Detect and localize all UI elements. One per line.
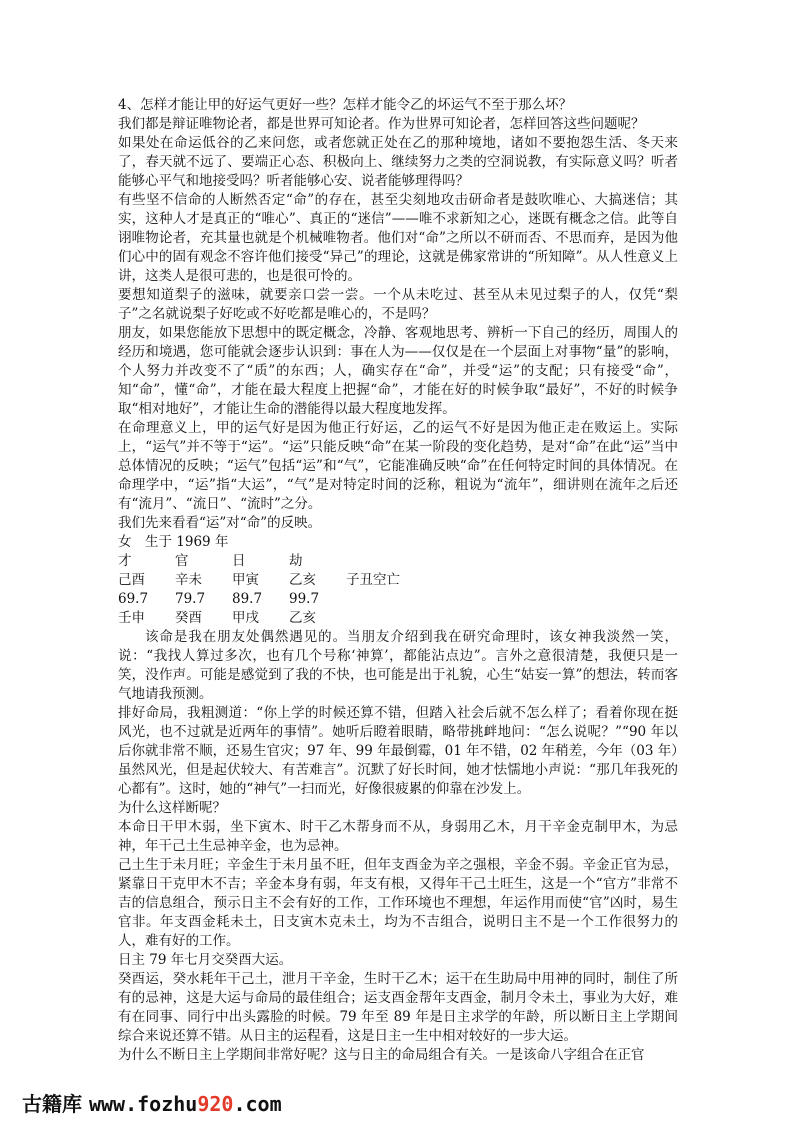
paragraph: 我们都是辩证唯物论者，都是世界可知论者。作为世界可知论者，怎样回答这些问题呢？	[118, 116, 645, 132]
chart-cell: 89.7	[232, 591, 263, 607]
paragraph: 该命是我在朋友处偶然遇见的。当朋友介绍到我在研究命理时，该女神我淡然一笑，说：“我找人算过多次，也有几个号称‘神算’，都能沾点边”。言外之意很清楚，我便只是一笑，没作声。可能是感觉到了我的不快，也可能是出于礼貌，心生“姑妄一算”的想法，转而客气地请我预测。	[118, 629, 678, 702]
paragraph: 在命理意义上，甲的运气好是因为他正行好运，乙的运气不好是因为他正走在败运上。实际上，“运气”并不等于“运”。“运”只能反映“命”在某一阶段的变化趋势，是对“命”在此“运”当中总体情况的反映；“运气”包括“运”和“气”，它能准确反映“命”在任何特定时间的具体情况。在命理学中，“运”指“大运”，“气”是对特定时间的泛称，粗说为“流年”，细讲则在流年之后还有“流月”、“流日”、“流时”之分。	[118, 420, 678, 512]
chart-cell: 官	[175, 553, 189, 569]
question-heading: 4、怎样才能让甲的好运气更好一些？怎样才能令乙的坏运气不至于那么坏？	[118, 97, 573, 113]
chart-cell: 甲戌	[232, 610, 259, 626]
paragraph: 日主 79 年七月交癸酉大运。	[118, 952, 293, 968]
paragraph: 如果处在命运低谷的乙来问您，或者您就正处在乙的那种境地，诸如不要抱怨生活、冬天来了，春天就不远了、要端正心态、积极向上、继续努力之类的空洞说教，有实际意义吗？听者能够心平气和地接受吗？听者能够心安、说者能够理得吗？	[118, 135, 678, 189]
chart-cell: 子丑空亡	[346, 572, 400, 588]
chart-cell: 乙亥	[289, 610, 316, 626]
chart-cell: 辛未	[175, 572, 202, 588]
paragraph: 己土生于未月旺；辛金生于未月虽不旺，但年支酉金为辛之强根，辛金不弱。辛金正官为忌，紧靠日干克甲木不吉；辛金本身有弱，年支有根，又得年干己土旺生，这是一个“官方”非常不吉的信息组合，预示日主不会有好的工作，工作环境也不理想，年运作用而使“官”凶时，易生官非。年支酉金耗未土，日支寅木克未土，均为不吉组合，说明日主不是一个工作很努力的人，难有好的工作。	[118, 857, 678, 949]
chart-header: 女 生于 1969 年	[118, 534, 229, 550]
birth-chart	[118, 533, 678, 628]
paragraph: 要想知道梨子的滋味，就要亲口尝一尝。一个从未吃过、甚至从未见过梨子的人，仅凭“梨子”之名就说梨子好吃或不好吃都是唯心的，不是吗？	[118, 287, 678, 322]
site-brand: 古籍库	[22, 1092, 82, 1116]
chart-cell: 99.7	[289, 591, 320, 607]
chart-pillars-row	[118, 571, 678, 590]
chart-cell: 甲寅	[232, 572, 259, 588]
chart-cell: 69.7	[118, 591, 149, 607]
chart-cell: 己酉	[118, 572, 145, 588]
chart-ages-row	[118, 590, 678, 609]
site-url-suffix: .com	[233, 1092, 282, 1116]
paragraph: 朋友，如果您能放下思想中的既定概念，冷静、客观地思考、辨析一下自己的经历，周围人的经历和境遇，您可能就会逐步认识到：事在人为——仅仅是在一个层面上对事物“量”的影响，个人努力并改变不了“质”的东西；人，确实存在“命”，并受“运”的支配；只有接受“命”，知“命”，懂“命”，才能在最大程度上把握“命”，才能在好的时候争取“最好”，不好的时候争取“相对地好”，才能让生命的潜能得以最大程度地发挥。	[118, 325, 678, 417]
paragraph: 我们先来看看“运”对“命”的反映。	[118, 515, 322, 531]
site-url	[89, 1092, 282, 1116]
paragraph: 排好命局，我粗测道：“你上学的时候还算不错，但踏入社会后就不怎么样了；看着你现在挺风光，也不过就是近两年的事情”。她听后瞪着眼睛，略带挑衅地问：“怎么说呢？”“90 年以后你就非常不顺，还易生官灾；97 年、99 年最倒霉，01 年不错，02 年稍差，今年（03 年）虽然风光，但是起伏较大、有苦难言”。沉默了好长时间，她才怯懦地小声说：“那几年我死的心都有”。这时，她的“神气”一扫而光，好像很疲累的仰靠在沙发上。	[118, 705, 678, 797]
paragraph: 癸酉运，癸水耗年干己土，泄月干辛金，生时干乙木；运干在生助局中用神的同时，制住了所有的忌神，这是大运与命局的最佳组合；运支酉金帮年支酉金，制月令未土，事业为大好，难有在同事、同行中出头露脸的时候。79 年至 89 年是日主求学的年龄，所以断日主上学期间综合来说还算不错。从日主的运程看，这是日主一生中相对较好的一步大运。	[118, 971, 678, 1044]
chart-cell: 壬申	[118, 610, 145, 626]
site-url-prefix: www.fozhu	[88, 1092, 198, 1116]
chart-luck-row	[118, 609, 678, 628]
paragraph: 为什么不断日主上学期间非常好呢？这与日主的命局组合有关。一是该命八字组合在正官	[118, 1047, 645, 1063]
chart-cell: 癸酉	[175, 610, 202, 626]
paragraph: 本命日干甲木弱，坐下寅木、时干乙木帮身而不从，身弱用乙木，月干辛金克制甲木，为忌神，年干己土生忌神辛金，也为忌神。	[118, 819, 678, 854]
chart-cell: 日	[232, 553, 246, 569]
chart-cell: 79.7	[175, 591, 206, 607]
site-url-number: 920	[197, 1092, 234, 1116]
chart-cell: 乙亥	[289, 572, 316, 588]
document-body	[118, 96, 678, 1065]
paragraph: 为什么这样断呢？	[118, 800, 226, 816]
site-watermark	[22, 1088, 282, 1117]
chart-gods-row	[118, 552, 678, 571]
chart-cell: 劫	[289, 553, 303, 569]
paragraph: 有些坚不信命的人断然否定“命”的存在，甚至尖刻地攻击研命者是鼓吹唯心、大搞迷信；其实，这种人才是真正的“唯心”、真正的“迷信”——唯不求新知之心，迷既有概念之信。此等自诩唯物论者，充其量也就是个机械唯物者。他们对“命”之所以不研而否、不思而弃，是因为他们心中的固有观念不容许他们接受“异己”的理论，这就是佛家常讲的“所知障”。从人性意义上讲，这类人是很可悲的，也是很可怜的。	[118, 192, 678, 284]
chart-cell: 才	[118, 553, 132, 569]
